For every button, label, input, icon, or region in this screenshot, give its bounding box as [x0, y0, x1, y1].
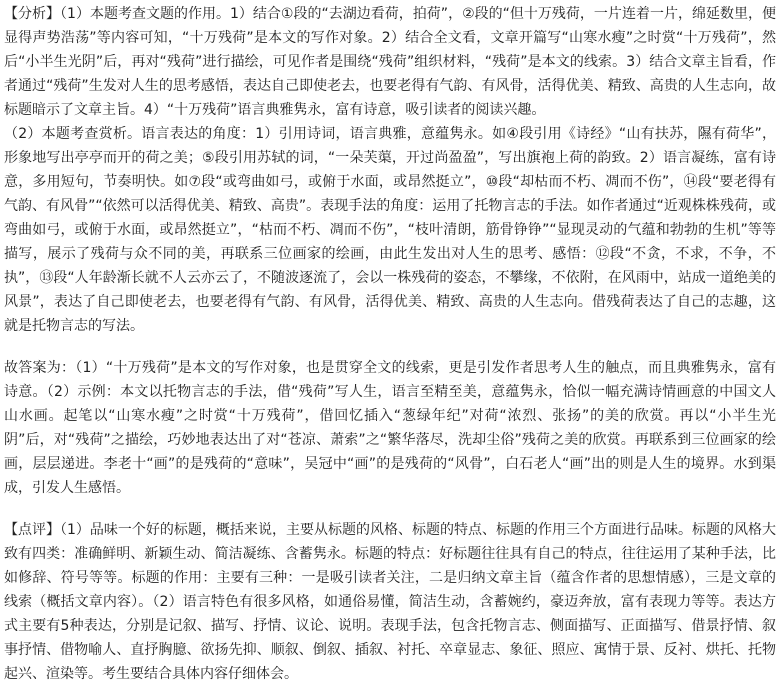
section-gap — [4, 338, 776, 356]
analysis-paragraph-1: 【分析】（1）本题考查文题的作用。1）结合①段的“去湖边看荷，拍荷”，②段的“但十万残荷，一片连着一片，绵延数里，便显得声势浩荡”等内容可知，“十万残荷”是本文的写作对象。2）结合全文看，文章开篇写“山寒水瘦”之时赏“十万残荷”，然后“小半生光阴”后，再对“残荷”进行描绘，可见作者是围绕“残荷”组织材料，“残荷”是本文的线索。3）结合文章主旨看，作者通过“残荷”生发对人生的思考感悟，表达自己即使老去，也要老得有气韵、有风骨，活得优美、精致、高贵的人生志向，故标题暗示了文章主旨。4）“十万残荷”语言典雅隽永，富有诗意，吸引读者的阅读兴趣。 — [4, 6, 776, 118]
analysis-paragraph-2: （2）本题考查赏析。语言表达的角度：1）引用诗词，语言典雅，意蕴隽永。如④段引用《诗经》“山有扶苏，隰有荷华”，形象地写出亭亭而开的荷之美；⑤段引用苏轼的词，“一朵芙蕖，开过尚盈盈”，写出旗袍上荷的韵致。2）语言凝练，富有诗意，多用短句，节奏明快。如⑦段“或弯曲如弓，或俯于水面，或昂然挺立”，⑩段“却枯而不朽、凋而不伤”，⑭段“要老得有气韵、有风骨”“依然可以活得优美、精致、高贵”。表现手法的角度：运用了托物言志的手法。如作者通过“近观株株残荷，或弯曲如弓，或俯于水面，或昂然挺立”，“枯而不朽、凋而不伤”，“枝叶清朗，筋骨铮铮”“显现灵动的气蕴和勃勃的生机”等等描写，展示了残荷与众不同的美，再联系三位画家的绘画，由此生发出对人生的思考、感悟：⑫段“不贪，不求，不争，不执”，⑬段“人年龄渐长就不人云亦云了，不随波逐流了，会以一株残荷的姿态，不攀缘，不依附，在风雨中，站成一道绝美的风景”，表达了自己即使老去，也要老得有气韵、有风骨，活得优美、精致、高贵的人生志向。借残荷表达了自己的志趣，这就是托物言志的写法。 — [4, 126, 776, 334]
section-gap — [4, 500, 776, 518]
answer-paragraph: 故答案为：（1）“十万残荷”是本文的写作对象，也是贯穿全文的线索，更是引发作者思考人生的触点，而且典雅隽永，富有诗意。（2）示例：本文以托物言志的手法，借“残荷”写人生，语言至精至美，意蕴隽永，恰似一幅充满诗情画意的中国文人山水画。起笔以“山寒水瘦”之时赏“十万残荷”，借回忆插入“葱绿年纪”对荷“浓烈、张扬”的美的欣赏。再以“小半生光阴”后，对“残荷”之描绘，巧妙地表达出了对“苍凉、萧索”之“繁华落尽，洗却尘俗”残荷之美的欣赏。再联系到三位画家的绘画，层层递进。李老十“画”的是残荷的“意味”，吴冠中“画”的是残荷的“风骨”，白石老人“画”出的则是人生的境界。水到渠成，引发人生感悟。 — [4, 360, 776, 496]
comment-paragraph: 【点评】（1）品味一个好的标题，概括来说，主要从标题的风格、标题的特点、标题的作用三个方面进行品味。标题的风格大致有四类：准确鲜明、新颖生动、简洁凝练、含蓄隽永。标题的特点：好标题往往具有自己的特点，往往运用了某种手法，比如修辞、符号等等。标题的作用：主要有三种：一是吸引读者关注，二是归纳文章主旨（蕴含作者的思想情感），三是文章的线索（概括文章内容）。（2）语言特色有很多风格，如通俗易懂，简洁生动，含蓄婉约，豪迈奔放，富有表现力等等。表达方式主要有5种表达，分别是记叙、描写、抒情、议论、说明。表现手法，包含托物言志、侧面描写、正面描写、借景抒情、叙事抒情、借物喻人、直抒胸臆、欲扬先抑、顺叙、倒叙、插叙、衬托、卒章显志、象征、照应、寓情于景、反衬、烘托、托物起兴、渲染等。考生要结合具体内容仔细体会。 — [4, 522, 776, 682]
